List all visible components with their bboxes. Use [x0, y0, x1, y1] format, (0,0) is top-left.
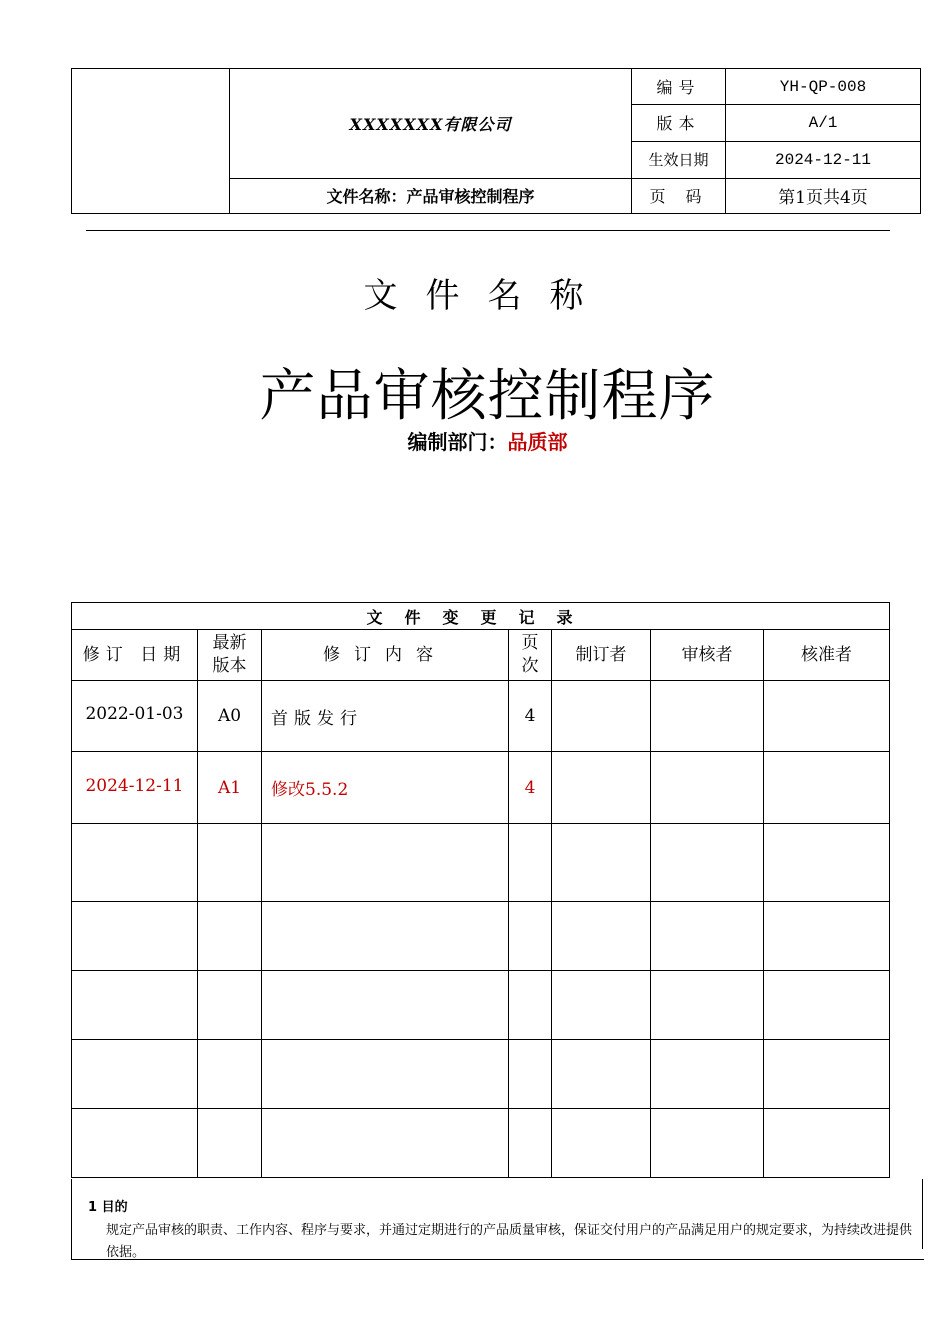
row-version: A0: [198, 681, 262, 752]
doc-number-value: YH-QP-008: [726, 69, 921, 105]
row-reviewer: [651, 681, 764, 752]
row-date: 2024-12-11: [72, 752, 198, 824]
row-author: [552, 681, 651, 752]
row-date: 2022-01-03: [72, 681, 198, 752]
doc-title: 产品审核控制程序: [259, 364, 716, 429]
col-header-pages: [509, 630, 552, 681]
row-reviewer: [651, 752, 764, 824]
document-header-table: [71, 68, 921, 214]
empty-row: [72, 971, 890, 1040]
col-header-approver: 核准者: [764, 630, 890, 681]
doc-number-label: 编号: [632, 69, 726, 105]
file-name: 文件名称：产品审核控制程序: [230, 178, 632, 213]
row-version: A1: [198, 752, 262, 824]
col-header-reviewer: 审核者: [651, 630, 764, 681]
col-header-version-line1: 最新: [212, 633, 247, 653]
row-approver: [764, 681, 890, 752]
empty-row: [72, 1040, 890, 1109]
header-divider: [86, 230, 890, 231]
change-record-table: [71, 602, 890, 1178]
row-pages: 4: [509, 681, 552, 752]
company-name: XXXXXXX有限公司: [230, 69, 632, 179]
col-header-version-line2: 版本: [212, 656, 247, 676]
effective-date-label: 生效日期: [632, 141, 726, 178]
empty-row: [72, 824, 890, 902]
empty-row: [72, 1109, 890, 1178]
effective-date-value: 2024-12-11: [726, 141, 921, 178]
dept-line: [0, 426, 950, 455]
col-header-content: 修订内容: [262, 630, 509, 681]
doc-label: 文件名称: [363, 276, 612, 316]
col-header-pages-line2: 次: [521, 656, 539, 676]
table-row: [72, 752, 890, 824]
row-pages: 4: [509, 752, 552, 824]
version-label: 版本: [632, 105, 726, 141]
dept-label: 编制部门：: [407, 430, 508, 454]
row-author: [552, 752, 651, 824]
page-value: 第1页共4页: [726, 178, 921, 213]
row-content: 修改5.5.2: [262, 752, 509, 824]
purpose-heading: 1 目的: [88, 1200, 128, 1215]
version-value: A/1: [726, 105, 921, 141]
empty-row: [72, 902, 890, 971]
purpose-body: 规定产品审核的职责、工作内容、程序与要求，并通过定期进行的产品质量审核，保证交付用户的产品满足用户的规定要求，为持续改进提供依据。: [106, 1223, 913, 1260]
page-label: 页码: [632, 178, 726, 213]
col-header-author: 制订者: [552, 630, 651, 681]
logo-cell: [72, 69, 230, 214]
change-record-header-row: [72, 630, 890, 681]
row-approver: [764, 752, 890, 824]
change-record-title: 文件变更记录: [72, 603, 890, 630]
dept-value: 品质部: [507, 430, 568, 454]
table-row: [72, 681, 890, 752]
col-header-version: [198, 630, 262, 681]
col-header-pages-line1: 页: [521, 633, 539, 653]
col-header-date: 修订 日期: [72, 630, 198, 681]
row-content: 首版发行: [262, 681, 509, 752]
purpose-right-border: [922, 1179, 923, 1249]
